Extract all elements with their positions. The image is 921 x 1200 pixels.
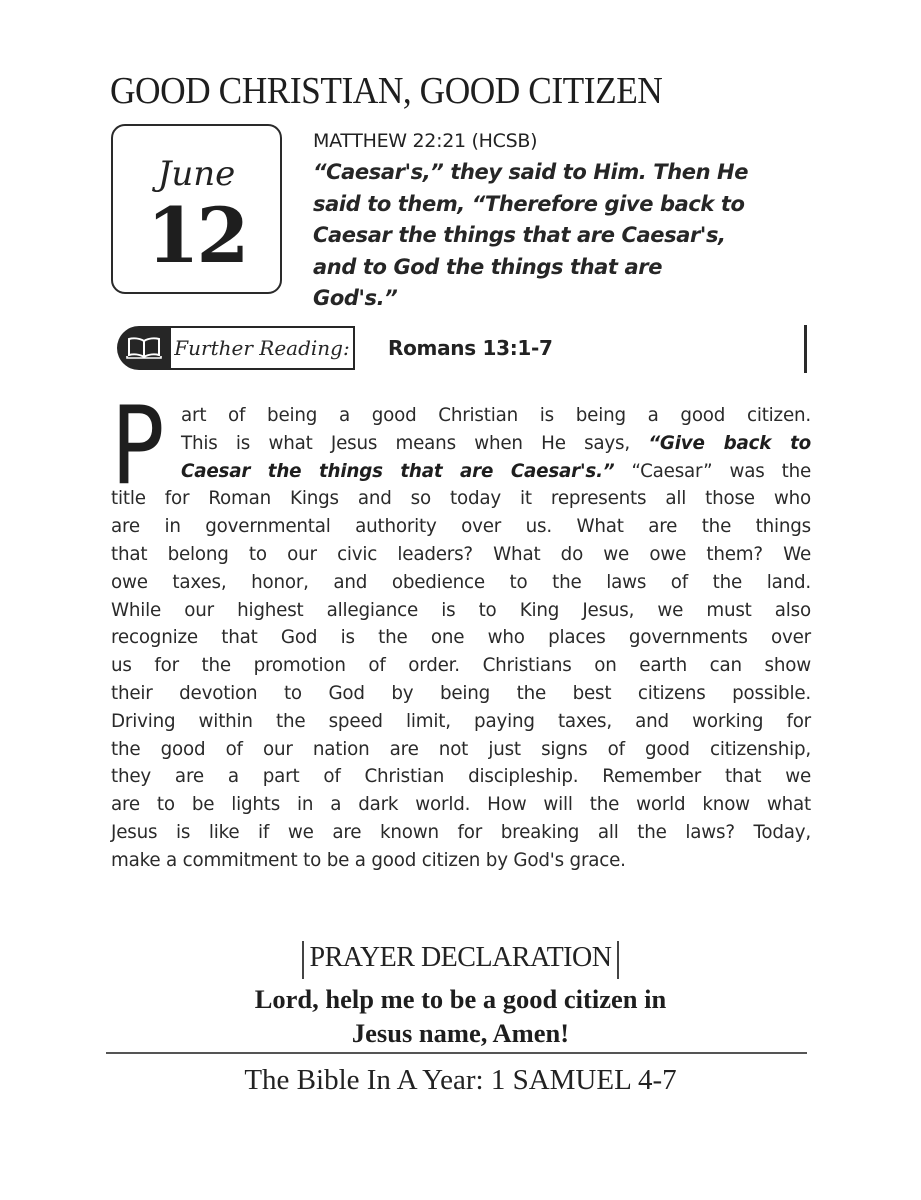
emphasis-quote: Caesar the things that are Caesar's.”	[181, 460, 615, 482]
further-reading-label: Further Reading:	[171, 326, 355, 370]
prayer-heading-text: PRAYER DECLARATION	[309, 942, 612, 973]
further-reading-badge	[117, 326, 355, 370]
body-line	[111, 458, 811, 486]
body-line: the good of our nation are not just signs of good citizenship,	[111, 738, 811, 760]
verse-line: and to God the things that are	[313, 254, 663, 279]
body-line: art of being a good Christian is being a good citizen.	[181, 405, 811, 426]
horizontal-rule	[106, 1052, 807, 1054]
body-line: their devotion to God by being the best citizens possible.	[111, 682, 811, 704]
verse-line: “Caesar's,” they said to Him. Then He	[313, 160, 749, 184]
body-line: are to be lights in a dark world. How will the world know what	[111, 794, 811, 816]
emphasis-quote: “Give back to	[648, 432, 811, 454]
scripture-verse	[313, 129, 823, 315]
divider-bar	[804, 325, 807, 373]
devotional-body	[111, 402, 811, 875]
further-reading-reference: Romans 13:1-7	[388, 336, 553, 360]
divider-bar	[617, 941, 619, 979]
body-line: recognize that God is the one who places governments over	[111, 627, 811, 649]
body-line: that belong to our civic leaders? What do we owe them? We	[111, 543, 811, 565]
prayer-line: Jesus name, Amen!	[351, 1018, 570, 1048]
bible-in-a-year: The Bible In A Year: 1 SAMUEL 4-7	[244, 1064, 677, 1096]
page-title: GOOD CHRISTIAN, GOOD CITIZEN	[110, 70, 663, 112]
body-line: us for the promotion of order. Christians on earth can show	[111, 655, 811, 677]
verse-text	[313, 157, 823, 315]
body-text-segment: “Caesar” was the	[614, 460, 812, 482]
verse-reference: MATTHEW 22:21 (HCSB)	[313, 130, 538, 152]
body-line	[111, 430, 811, 458]
date-month: June	[157, 154, 236, 194]
body-line: they are a part of Christian discipleship. Remember that we	[111, 766, 811, 788]
body-line: make a commitment to be a good citizen by God's grace.	[111, 849, 626, 871]
prayer-line: Lord, help me to be a good citizen in	[254, 984, 667, 1014]
divider-bar	[302, 941, 304, 979]
verse-line: God's.”	[313, 286, 398, 310]
verse-line: Caesar the things that are Caesar's,	[313, 223, 726, 247]
body-line: Jesus is like if we are known for breaking all the laws? Today,	[111, 821, 811, 843]
body-line: are in governmental authority over us. What are the things	[111, 516, 811, 538]
body-text-segment: This is what Jesus means when He says,	[181, 432, 649, 454]
open-book-icon	[117, 326, 171, 370]
date-day: 12	[146, 191, 247, 280]
body-line: owe taxes, honor, and obedience to the laws of the land.	[111, 571, 811, 593]
verse-line: said to them, “Therefore give back to	[313, 191, 745, 216]
body-line: While our highest allegiance is to King Jesus, we must also	[111, 599, 811, 621]
drop-cap: P	[111, 384, 165, 509]
prayer-declaration	[0, 982, 921, 1050]
body-line: title for Roman Kings and so today it represents all those who	[111, 488, 811, 510]
prayer-heading	[0, 940, 921, 979]
date-badge	[111, 124, 282, 294]
body-line: Driving within the speed limit, paying taxes, and working for	[111, 710, 811, 732]
